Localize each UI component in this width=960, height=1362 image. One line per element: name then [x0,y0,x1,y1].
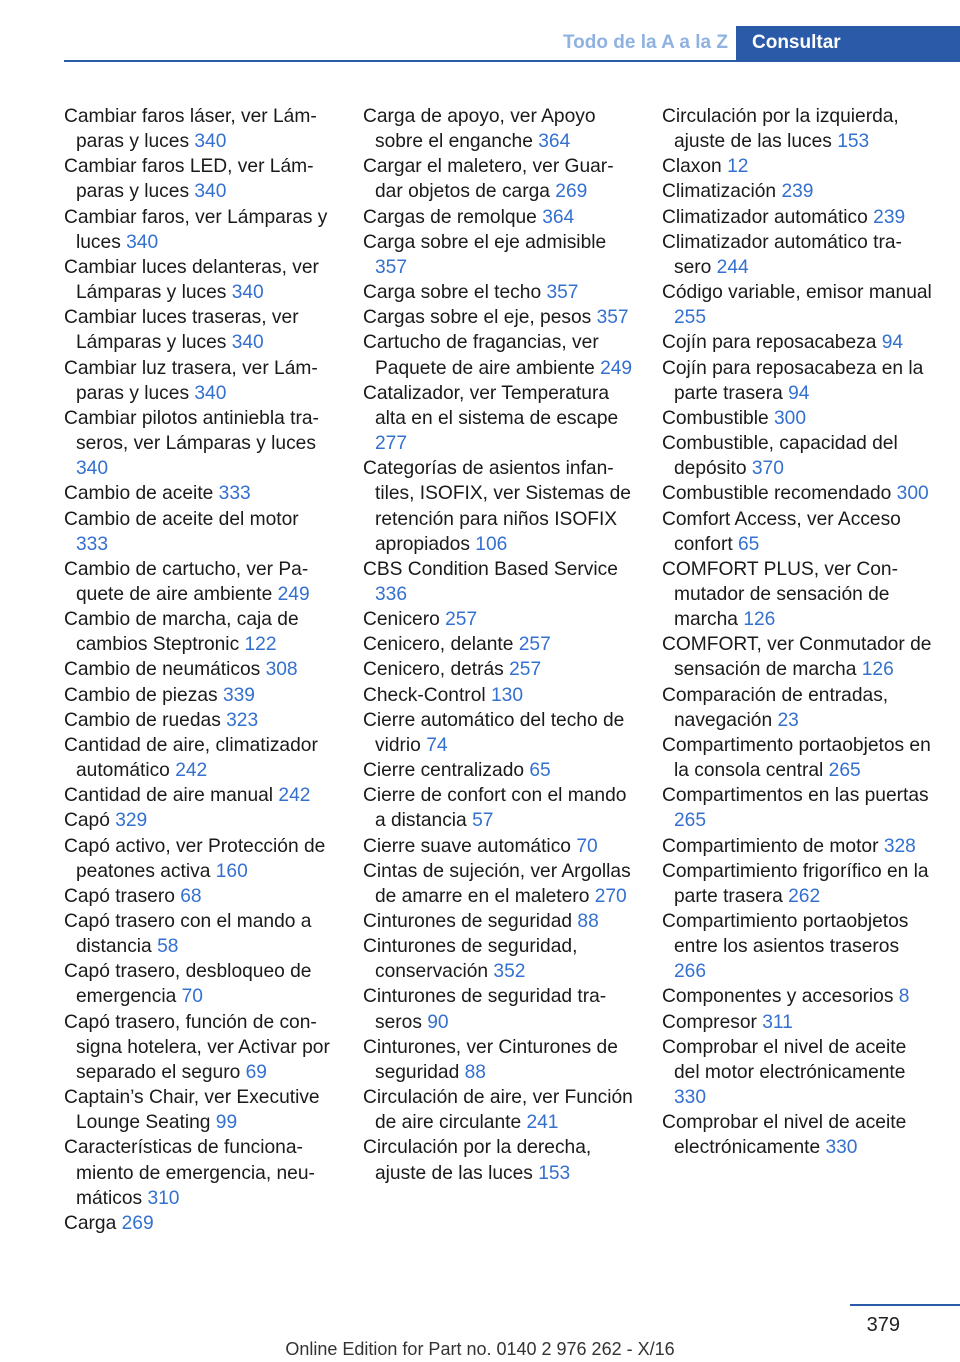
index-page-link[interactable]: 57 [472,810,494,832]
index-entry [363,1035,633,1085]
index-entry [662,104,932,154]
index-entry [662,154,932,179]
index-entry-text: Capó trasero, función de consigna hotelera, ver Activar por separado el seguro [64,1011,330,1083]
index-entry [64,783,334,808]
index-page-link[interactable]: 340 [194,131,227,153]
header-rule [64,60,960,62]
index-entry-text: Comparación de entradas, navegación [662,684,889,731]
index-entry [363,859,633,909]
index-entry-text: Climatizador automático [662,206,868,228]
index-entry-text: Cintas de sujeción, ver Argollas de amarre en el maletero [363,860,631,907]
index-page-link[interactable]: 265 [828,760,861,782]
index-entry [64,607,334,657]
index-entry-text: Cambio de marcha, caja de cambios Steptronic [64,609,299,656]
index-entry [363,381,633,456]
index-entry-text: Cinturones de seguridad [363,911,573,932]
index-page-link[interactable]: 269 [121,1212,154,1234]
index-page-link[interactable]: 244 [716,256,749,278]
index-entry [64,356,334,406]
index-page-link[interactable]: 340 [194,181,227,203]
index-entry [662,330,932,355]
index-entry [662,859,932,909]
index-entry [662,834,932,859]
index-entry-text: Compartimentos en las puertas [662,785,929,807]
index-entry [64,154,334,204]
index-entry [662,733,932,783]
index-entry [662,1035,932,1110]
index-entry-text: Capó activo, ver Protección de peatones activa [64,835,326,882]
index-page-link[interactable]: 357 [375,256,408,278]
index-entry-text: Cierre suave automático [363,835,571,857]
index-entry-text: Combustible, capacidad del depósito [662,433,898,480]
index-page-link[interactable]: 257 [509,659,542,681]
index-entry-text: Cenicero, detrás [363,659,504,681]
index-entry [662,280,932,330]
index-entry-text: Carga de apoyo, ver Apoyo sobre el enganche [363,106,596,153]
index-entry-text: Compartimiento de motor [662,835,879,857]
index-entry-text: Circulación por la izquierda, ajuste de las luces [662,106,899,153]
index-page-link[interactable]: 99 [215,1112,238,1134]
footer-rule [850,1304,960,1306]
page-number: 379 [866,1314,900,1336]
index-entry [64,507,334,557]
index-page-link[interactable]: 23 [777,709,799,731]
index-entry-text: Cartucho de fragancias, ver Paquete de aire ambiente [363,332,599,379]
index-entry-text: Carga [64,1212,117,1234]
index-page-link[interactable]: 74 [426,734,448,756]
index-entry [64,657,334,682]
index-page-link[interactable]: 336 [375,583,408,605]
index-entry-text: Cambiar luces delanteras, ver Lámparas y luces [64,256,319,304]
index-entry-text: Cambiar faros LED, ver Lámparas y luces [64,156,314,203]
index-entry [662,1010,932,1035]
index-entry [64,959,334,1009]
index-entry-text: Cinturones de seguridad traseros [363,986,607,1033]
index-entry-text: COMFORT PLUS, ver Conmutador de sensación de marcha [662,558,898,631]
index-page-link[interactable]: 106 [475,533,508,555]
index-entry [64,834,334,884]
index-page-link[interactable]: 88 [577,911,599,932]
index-page-link[interactable]: 333 [218,483,251,505]
index-entry-text: Código variable, emisor manual [662,282,932,304]
index-page-link[interactable]: 153 [538,1162,571,1184]
index-entry-text: Check-Control [363,684,486,706]
index-page-link[interactable]: 160 [215,860,248,882]
index-entry-text: Captain’s Chair, ver Executive Lounge Seating [64,1087,320,1134]
index-entry [662,356,932,406]
index-page-link[interactable]: 88 [464,1061,486,1083]
index-page-link[interactable]: 242 [175,760,208,782]
index-entry-text: Compresor [662,1011,757,1033]
index-page-link[interactable]: 130 [490,684,523,706]
index-page-link[interactable]: 257 [518,634,551,656]
index-entry-text: Cambiar luces traseras, ver Lámparas y luces [64,307,299,354]
index-entry [363,934,633,984]
index-entry [64,884,334,909]
index-page-link[interactable]: 364 [538,131,571,153]
edition-note: Online Edition for Part no. 0140 2 976 262 - X/16 [285,1339,675,1359]
index-entry-text: Cojín para reposacabeza [662,332,877,354]
index-page-link[interactable]: 300 [774,407,807,429]
index-page-link[interactable]: 323 [226,709,259,731]
index-page-link[interactable]: 262 [788,885,821,907]
index-page-link[interactable]: 300 [896,483,929,505]
index-entry [363,607,633,632]
index-entry-text: Circulación de aire, ver Función de aire circulante [363,1087,633,1134]
index-entry [363,1085,633,1135]
index-page-link[interactable]: 70 [576,835,598,857]
index-entry [64,1211,334,1236]
index-entry [363,205,633,230]
index-entry [363,632,633,657]
index-entry-text: Cambio de aceite del motor [64,508,299,530]
index-entry [363,657,633,682]
index-entry-text: Capó trasero con el mando a distancia [64,911,312,958]
index-entry-text: Cierre centralizado [363,760,525,782]
index-entry-text: Carga sobre el eje admisible [363,231,607,253]
index-entry-text: Climatizador automático trasero [662,231,902,278]
index-page-link[interactable]: 340 [231,332,264,354]
index-page-link[interactable]: 328 [883,835,916,857]
index-page-link[interactable]: 90 [427,1011,449,1033]
index-entry [363,557,633,607]
index-entry-text: Cambio de aceite [64,483,214,505]
index-page-link[interactable]: 364 [542,206,575,228]
index-entry-text: Climatización [662,181,777,203]
index-entry-text: Cargas sobre el eje, pesos [363,307,592,329]
index-page-link[interactable]: 126 [861,659,894,681]
index-entry [363,330,633,380]
index-entry [662,431,932,481]
index-entry-text: Cargar el maletero, ver Guardar objetos de carga [363,156,614,203]
index-entry-text: Comprobar el nivel de aceite del motor electrónicamente [662,1036,907,1083]
index-page-link[interactable]: 249 [600,357,633,379]
index-entry [64,481,334,506]
index-entry [64,406,334,481]
index-entry [64,708,334,733]
index-page-link[interactable]: 340 [76,458,109,480]
index-page-link[interactable]: 266 [674,961,707,983]
index-entry-text: Características de funcionamiento de emergencia, neumáticos [64,1137,315,1209]
index-entry [662,632,932,682]
index-page-link[interactable]: 357 [596,307,629,329]
index-entry [662,406,932,431]
index-entry [64,104,334,154]
index-page-link[interactable]: 69 [245,1061,267,1083]
page-header [0,0,960,60]
index-column-1 [64,104,334,1236]
index-entry-text: Cierre de confort con el mando a distancia [363,785,627,832]
index-page-link[interactable]: 249 [277,583,310,605]
index-entry-text: Cojín para reposacabeza en la parte trasera [662,357,924,404]
index-entry [64,808,334,833]
index-page-link[interactable]: 12 [727,156,749,178]
index-entry-text: Cambio de neumáticos [64,659,261,681]
index-page-link[interactable]: 269 [555,181,588,203]
index-entry [363,104,633,154]
index-entry [64,305,334,355]
index-page-link[interactable]: 239 [873,206,906,228]
index-entry-text: Componentes y accesorios [662,986,894,1008]
index-page-link[interactable]: 370 [751,458,784,480]
index-page-link[interactable]: 340 [126,231,159,253]
index-page-link[interactable]: 357 [546,282,579,304]
index-entry-text: CBS Condition Based Service [363,558,618,580]
index-entry [662,481,932,506]
index-entry [363,708,633,758]
index-page-link[interactable]: 352 [493,961,526,983]
index-page-link[interactable]: 94 [881,332,904,354]
index-entry [64,733,334,783]
index-entry [64,557,334,607]
index-page-link[interactable]: 340 [231,282,264,304]
index-entry-text: Capó trasero, desbloqueo de emergencia [64,961,312,1008]
index-page-link[interactable]: 65 [738,533,760,555]
index-page-link[interactable]: 333 [76,533,109,555]
index-entry-text: Compartimento portaobjetos en la consola central [662,734,931,782]
index-entry [363,154,633,204]
index-entry-text: Cambiar faros, ver Lámparas y luces [64,206,328,253]
index-entry-text: Compartimiento frigorífico en la parte trasera [662,860,929,907]
index-entry [662,205,932,230]
index-entry-text: Claxon [662,156,722,178]
index-entry [662,1110,932,1160]
index-entry [662,783,932,833]
index-entry-text: Cambio de ruedas [64,709,221,731]
index-entry [363,783,633,833]
index-entry-text: Combustible [662,407,769,429]
index-entry [64,1085,334,1135]
index-entry [64,205,334,255]
index-page-link[interactable]: 330 [825,1137,858,1159]
index-entry [662,909,932,984]
index-entry-text: Cambiar faros láser, ver Lámparas y luces [64,106,317,153]
index-entry-text: COMFORT, ver Conmutador de sensación de marcha [662,634,932,681]
index-entry-text: Capó trasero [64,885,175,907]
index-entry [363,230,633,280]
index-entry [64,683,334,708]
index-entry [363,456,633,557]
index-entry [64,1010,334,1085]
index-entry [363,909,633,934]
index-entry-text: Circulación por la derecha, ajuste de las luces [363,1137,592,1184]
index-entry [363,834,633,859]
index-entry [363,280,633,305]
index-page-link[interactable]: 308 [265,659,298,681]
index-page-link[interactable]: 255 [674,307,707,329]
index-entry-text: Carga sobre el techo [363,282,542,304]
index-page-link[interactable]: 339 [222,684,255,706]
index-entry-text: Cantidad de aire manual [64,785,274,807]
index-page-link[interactable]: 70 [181,986,203,1008]
index-entry [363,758,633,783]
index-page-link[interactable]: 239 [781,181,814,203]
index-entry-text: Catalizador, ver Temperatura alta en el sistema de escape [363,382,619,429]
index-page-link[interactable]: 277 [375,433,408,455]
index-page-link[interactable]: 94 [788,382,810,404]
index-page-link[interactable]: 330 [674,1087,707,1109]
index-entry-text: Cinturones, ver Cinturones de seguridad [363,1036,618,1083]
index-entry [662,507,932,557]
index-entry [363,305,633,330]
index-entry [64,255,334,305]
index-entry [64,1135,334,1210]
index-entry-text: Cambiar luz trasera, ver Lámparas y luces [64,357,318,404]
index-entry-text: Categorías de asientos infantiles, ISOFIX, ver Sistemas de retención para niños ISOFIX apropiados [363,458,631,555]
index-entry-text: Combustible recomendado [662,483,892,505]
index-entry-text: Cierre automático del techo de vidrio [363,709,625,756]
index-page-link[interactable]: 153 [837,131,870,153]
index-page-link[interactable]: 242 [278,785,311,807]
index-entry-text: Comprobar el nivel de aceite electrónicamente [662,1112,907,1159]
index-page-link[interactable]: 310 [147,1187,180,1209]
index-page-link[interactable]: 68 [180,885,202,907]
index-entry-text: Compartimiento portaobjetos entre los asientos traseros [662,911,909,958]
index-entry-text: Cargas de remolque [363,206,537,228]
index-entry [662,557,932,632]
index-entry-text: Cinturones de seguridad, conservación [363,936,578,983]
index-page-link[interactable]: 241 [526,1112,559,1134]
index-entry-text: Cambio de piezas [64,684,218,706]
index-entry-text: Capó [64,810,110,832]
index-column-3 [662,104,932,1161]
index-page-link[interactable]: 58 [157,936,179,958]
index-entry [662,683,932,733]
index-entry [662,230,932,280]
index-page-link[interactable]: 329 [115,810,148,832]
index-entry-text: Cambiar pilotos antiniebla traseros, ver Lámparas y luces [64,407,319,455]
section-title: Todo de la A a la Z [562,32,728,53]
index-entry [64,909,334,959]
index-page-link[interactable]: 8 [898,986,910,1008]
index-entry-text: Comfort Access, ver Acceso confort [662,508,901,555]
index-page-link[interactable]: 340 [194,382,227,404]
chapter-tab[interactable]: Consultar [736,26,960,60]
index-page-link[interactable]: 270 [594,885,627,907]
index-entry-text: Cambio de cartucho, ver Paquete de aire ambiente [64,558,309,605]
index-page-link[interactable]: 311 [762,1011,793,1033]
index-entry-text: Cantidad de aire, climatizador automático [64,734,318,782]
index-entry [363,1135,633,1185]
index-entry [363,984,633,1034]
index-page-link[interactable]: 126 [743,609,776,631]
index-page-link[interactable]: 265 [674,810,707,832]
index-entry-text: Cenicero, delante [363,634,514,656]
index-entry [662,179,932,204]
index-page-link[interactable]: 122 [244,634,277,656]
index-entry [662,984,932,1009]
index-entry [363,683,633,708]
index-page-link[interactable]: 65 [529,760,551,782]
index-column-2 [363,104,633,1186]
index-entry-text: Cenicero [363,609,440,631]
index-page-link[interactable]: 257 [445,609,478,631]
